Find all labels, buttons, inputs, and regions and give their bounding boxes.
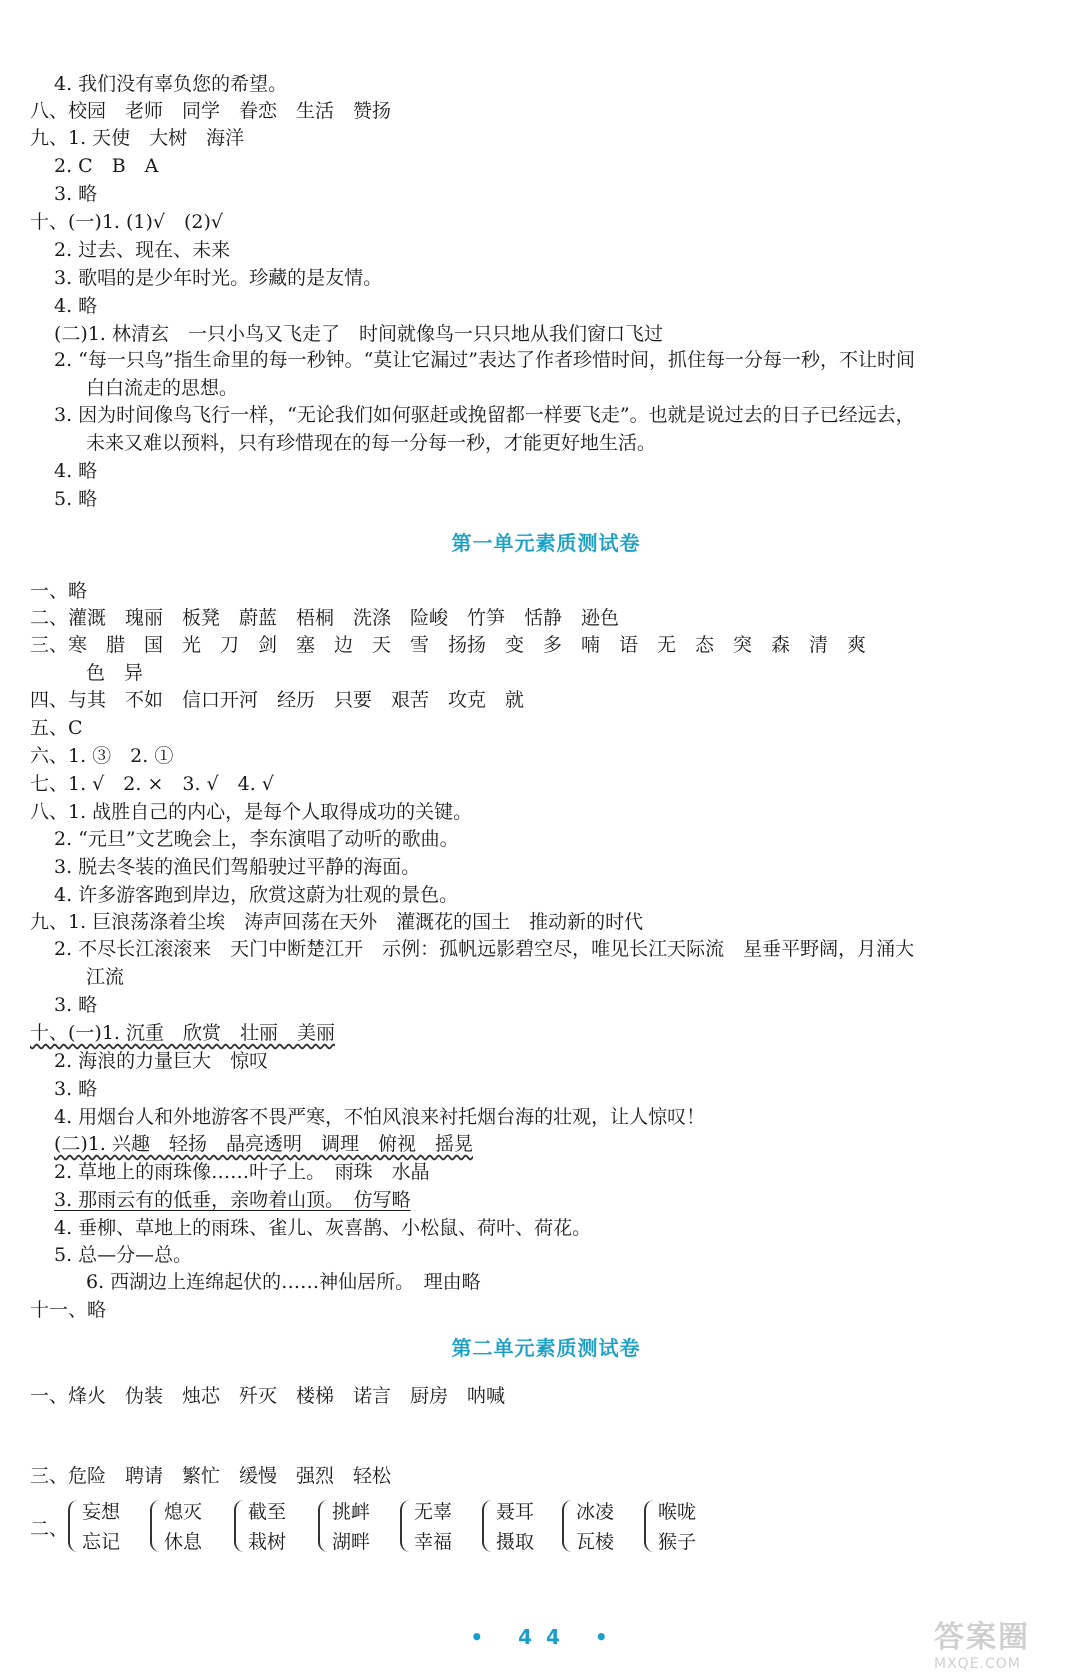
answer-line: 5. 总—分—总。 bbox=[54, 1244, 193, 1266]
pair-word: 忘记 bbox=[82, 1531, 121, 1553]
pair-word: 聂耳 bbox=[496, 1501, 535, 1523]
answer-line: 2. “元旦”文艺晚会上，李东演唱了动听的歌曲。 bbox=[54, 828, 459, 850]
pair-word: 休息 bbox=[164, 1531, 203, 1553]
answer-line: 三、寒 腊 国 光 刀 剑 塞 边 天 雪 扬扬 变 多 喃 语 无 态 突 森 清 爽 bbox=[30, 634, 867, 656]
watermark-logo-text: 答案圈 bbox=[934, 1620, 1030, 1655]
pair-word: 猴子 bbox=[658, 1531, 697, 1553]
answer-line: 七、1. √ 2. × 3. √ 4. √ bbox=[30, 773, 274, 795]
answer-line: 八、1. 战胜自己的内心，是每个人取得成功的关键。 bbox=[30, 801, 473, 823]
answer-line: 2. C B A bbox=[54, 155, 159, 177]
section-heading-unit1: 第一单元素质测试卷 bbox=[451, 531, 641, 555]
answer-line: 色 异 bbox=[86, 662, 144, 684]
pair-word: 妄想 bbox=[82, 1501, 121, 1523]
answer-line: 4. 略 bbox=[54, 295, 98, 317]
answer-line: 2. “每一只鸟”指生命里的每一秒钟。“莫让它漏过”表达了作者珍惜时间，抓住每一分每一秒，不让时间 bbox=[54, 349, 916, 371]
pair-word: 挑衅 bbox=[332, 1501, 371, 1523]
answer-line: 2. 草地上的雨珠像……叶子上。 雨珠 水晶 bbox=[54, 1161, 430, 1183]
watermark-url: MXQE.COM bbox=[934, 1656, 1021, 1672]
answer-line: 江流 bbox=[86, 966, 125, 988]
answer-line: 十、(一)1. 沉重 欣赏 壮丽 美丽 bbox=[30, 1022, 335, 1044]
answer-line: 6. 西湖边上连绵起伏的……神仙居所。 理由略 bbox=[86, 1271, 481, 1293]
brace-mark bbox=[68, 1500, 78, 1552]
pair-word: 瓦棱 bbox=[576, 1531, 615, 1553]
answer-line: 五、C bbox=[30, 717, 83, 739]
answer-line: 3. 因为时间像鸟飞行一样，“无论我们如何驱赶或挽留都一样要飞走”。也就是说过去的日子已经远去， bbox=[54, 404, 915, 426]
answer-line: 未来又难以预料，只有珍惜现在的每一分每一秒，才能更好地生活。 bbox=[86, 432, 657, 454]
answer-line: 4. 略 bbox=[54, 460, 98, 482]
pairs-label: 二、 bbox=[30, 1518, 69, 1540]
word-pairs-row bbox=[30, 1498, 1070, 1558]
brace-mark bbox=[150, 1500, 160, 1552]
brace-mark bbox=[400, 1500, 410, 1552]
answer-line: 白白流走的思想。 bbox=[86, 377, 239, 399]
brace-mark bbox=[234, 1500, 244, 1552]
section-heading-unit2: 第二单元素质测试卷 bbox=[451, 1336, 641, 1360]
pair-word: 喉咙 bbox=[658, 1501, 697, 1523]
answer-line: 九、1. 天使 大树 海洋 bbox=[30, 127, 245, 149]
answer-line: 三、危险 聘请 繁忙 缓慢 强烈 轻松 bbox=[30, 1465, 392, 1487]
answer-line: 4. 许多游客跑到岸边，欣赏这蔚为壮观的景色。 bbox=[54, 884, 459, 906]
answer-line: 3. 脱去冬装的渔民们驾船驶过平静的海面。 bbox=[54, 856, 421, 878]
answer-line: 八、校园 老师 同学 眷恋 生活 赞扬 bbox=[30, 100, 392, 122]
answer-page bbox=[30, 0, 1070, 1672]
answer-line: 六、1. ③ 2. ① bbox=[30, 745, 174, 767]
answer-line: 3. 略 bbox=[54, 183, 98, 205]
answer-line: 3. 略 bbox=[54, 1078, 98, 1100]
answer-line: 十一、略 bbox=[30, 1299, 107, 1321]
pair-word: 冰凌 bbox=[576, 1501, 615, 1523]
pair-word: 无辜 bbox=[414, 1501, 453, 1523]
watermark-logo bbox=[934, 1612, 1084, 1672]
answer-line: 3. 那雨云有的低垂，亲吻着山顶。 仿写略 bbox=[54, 1189, 411, 1211]
answer-line: 4. 我们没有辜负您的希望。 bbox=[54, 73, 288, 95]
answer-line: 四、与其 不如 信口开河 经历 只要 艰苦 攻克 就 bbox=[30, 689, 525, 711]
brace-mark bbox=[318, 1500, 328, 1552]
answer-line: 九、1. 巨浪荡涤着尘埃 涛声回荡在天外 灌溉花的国土 推动新的时代 bbox=[30, 911, 644, 933]
answer-line: 3. 歌唱的是少年时光。珍藏的是友情。 bbox=[54, 267, 383, 289]
answer-line: (二)1. 林清玄 一只小鸟又飞走了 时间就像鸟一只只地从我们窗口飞过 bbox=[54, 323, 663, 345]
answer-line: 2. 不尽长江滚滚来 天门中断楚江开 示例：孤帆远影碧空尽，唯见长江天际流 星垂平野阔，月涌大 bbox=[54, 938, 915, 960]
pair-word: 湖畔 bbox=[332, 1531, 371, 1553]
brace-mark bbox=[482, 1500, 492, 1552]
pair-word: 栽树 bbox=[248, 1531, 287, 1553]
answer-line: 5. 略 bbox=[54, 488, 98, 510]
answer-line: 十、(一)1. (1)√ (2)√ bbox=[30, 211, 224, 233]
brace-mark bbox=[644, 1500, 654, 1552]
answer-line: 二、灌溉 瑰丽 板凳 蔚蓝 梧桐 洗涤 险峻 竹笋 恬静 逊色 bbox=[30, 607, 620, 629]
brace-mark bbox=[562, 1500, 572, 1552]
answer-line: 2. 过去、现在、未来 bbox=[54, 239, 231, 261]
pair-word: 截至 bbox=[248, 1501, 287, 1523]
page-number: • 44 • bbox=[470, 1625, 622, 1649]
pair-word: 熄灭 bbox=[164, 1501, 203, 1523]
answer-line: 4. 用烟台人和外地游客不畏严寒，不怕风浪来衬托烟台海的壮观，让人惊叹！ bbox=[54, 1106, 706, 1128]
answer-line: (二)1. 兴趣 轻扬 晶亮透明 调理 俯视 摇晃 bbox=[54, 1133, 473, 1155]
answer-line: 2. 海浪的力量巨大 惊叹 bbox=[54, 1050, 269, 1072]
answer-line: 一、烽火 伪装 烛芯 歼灭 楼梯 诺言 厨房 呐喊 bbox=[30, 1385, 506, 1407]
pair-word: 幸福 bbox=[414, 1531, 453, 1553]
pair-word: 摄取 bbox=[496, 1531, 535, 1553]
answer-line: 3. 略 bbox=[54, 994, 98, 1016]
answer-line: 4. 垂柳、草地上的雨珠、雀儿、灰喜鹊、小松鼠、荷叶、荷花。 bbox=[54, 1217, 592, 1239]
answer-line: 一、略 bbox=[30, 580, 88, 602]
